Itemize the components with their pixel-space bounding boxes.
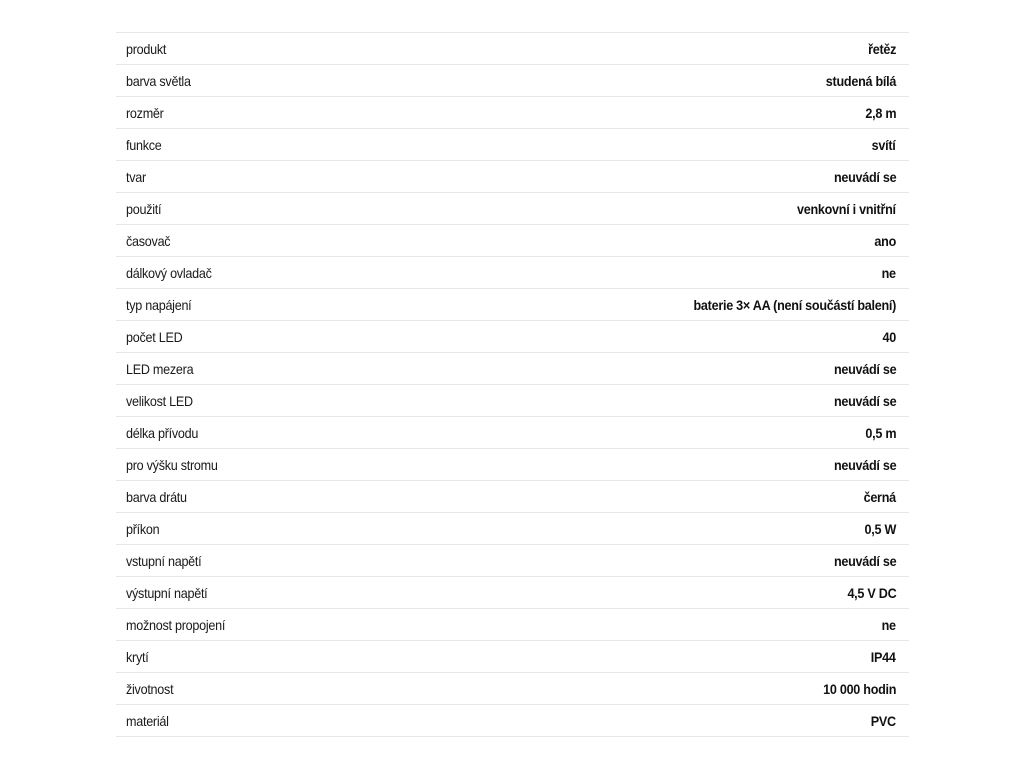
spec-label: pro výšku stromu bbox=[126, 456, 218, 473]
spec-row-barva-svetla bbox=[116, 65, 909, 97]
spec-table bbox=[116, 32, 909, 737]
spec-value: studená bílá bbox=[825, 72, 896, 89]
spec-label: barva drátu bbox=[126, 488, 187, 505]
spec-row-barva-dratu bbox=[116, 481, 909, 513]
spec-value: 4,5 V DC bbox=[847, 584, 896, 601]
spec-value: neuvádí se bbox=[833, 552, 896, 569]
spec-row-pocet-led bbox=[116, 321, 909, 353]
spec-label: materiál bbox=[126, 712, 169, 729]
spec-label: typ napájení bbox=[126, 296, 192, 313]
spec-label: výstupní napětí bbox=[126, 584, 208, 601]
spec-row-casovac bbox=[116, 225, 909, 257]
spec-label: velikost LED bbox=[126, 392, 193, 409]
spec-row-dalkovy-ovladac bbox=[116, 257, 909, 289]
spec-row-delka-privodu bbox=[116, 417, 909, 449]
spec-label: použití bbox=[126, 200, 162, 217]
spec-row-vstupni-napeti bbox=[116, 545, 909, 577]
spec-label: tvar bbox=[126, 168, 146, 185]
spec-value: IP44 bbox=[871, 648, 896, 665]
spec-label: LED mezera bbox=[126, 360, 194, 377]
spec-value: 2,8 m bbox=[865, 104, 896, 121]
spec-row-rozmer bbox=[116, 97, 909, 129]
spec-label: rozměr bbox=[126, 104, 164, 121]
spec-value: svítí bbox=[872, 136, 896, 153]
spec-label: délka přívodu bbox=[126, 424, 199, 441]
spec-row-led-mezera bbox=[116, 353, 909, 385]
spec-label: krytí bbox=[126, 648, 149, 665]
spec-value: neuvádí se bbox=[833, 360, 896, 377]
spec-row-pro-vysku-stromu bbox=[116, 449, 909, 481]
spec-row-vystupni-napeti bbox=[116, 577, 909, 609]
spec-row-typ-napajeni bbox=[116, 289, 909, 321]
spec-label: možnost propojení bbox=[126, 616, 226, 633]
spec-value: ne bbox=[881, 616, 896, 633]
spec-value: baterie 3× AA (není součástí balení) bbox=[693, 296, 896, 313]
spec-value: černá bbox=[863, 488, 896, 505]
spec-row-produkt bbox=[116, 33, 909, 65]
spec-value: venkovní i vnitřní bbox=[797, 200, 896, 217]
spec-row-zivotnost bbox=[116, 673, 909, 705]
spec-row-material bbox=[116, 705, 909, 737]
spec-value: ano bbox=[874, 232, 896, 249]
spec-value: neuvádí se bbox=[833, 392, 896, 409]
spec-value: 0,5 W bbox=[864, 520, 896, 537]
spec-value: neuvádí se bbox=[833, 456, 896, 473]
spec-row-prikon bbox=[116, 513, 909, 545]
spec-value: neuvádí se bbox=[833, 168, 896, 185]
spec-label: vstupní napětí bbox=[126, 552, 202, 569]
spec-row-funkce bbox=[116, 129, 909, 161]
spec-row-kryti bbox=[116, 641, 909, 673]
spec-value: 0,5 m bbox=[865, 424, 896, 441]
spec-label: barva světla bbox=[126, 72, 191, 89]
spec-row-moznost-propojeni bbox=[116, 609, 909, 641]
spec-value: ne bbox=[881, 264, 896, 281]
spec-row-pouziti bbox=[116, 193, 909, 225]
spec-row-velikost-led bbox=[116, 385, 909, 417]
spec-label: časovač bbox=[126, 232, 171, 249]
spec-label: dálkový ovladač bbox=[126, 264, 212, 281]
spec-value: 40 bbox=[882, 328, 896, 345]
spec-label: produkt bbox=[126, 40, 167, 57]
spec-label: funkce bbox=[126, 136, 162, 153]
spec-row-tvar bbox=[116, 161, 909, 193]
spec-value: PVC bbox=[870, 712, 896, 729]
spec-value: řetěz bbox=[867, 40, 896, 57]
spec-label: počet LED bbox=[126, 328, 183, 345]
spec-value: 10 000 hodin bbox=[822, 680, 896, 697]
spec-label: životnost bbox=[126, 680, 174, 697]
spec-label: příkon bbox=[126, 520, 160, 537]
